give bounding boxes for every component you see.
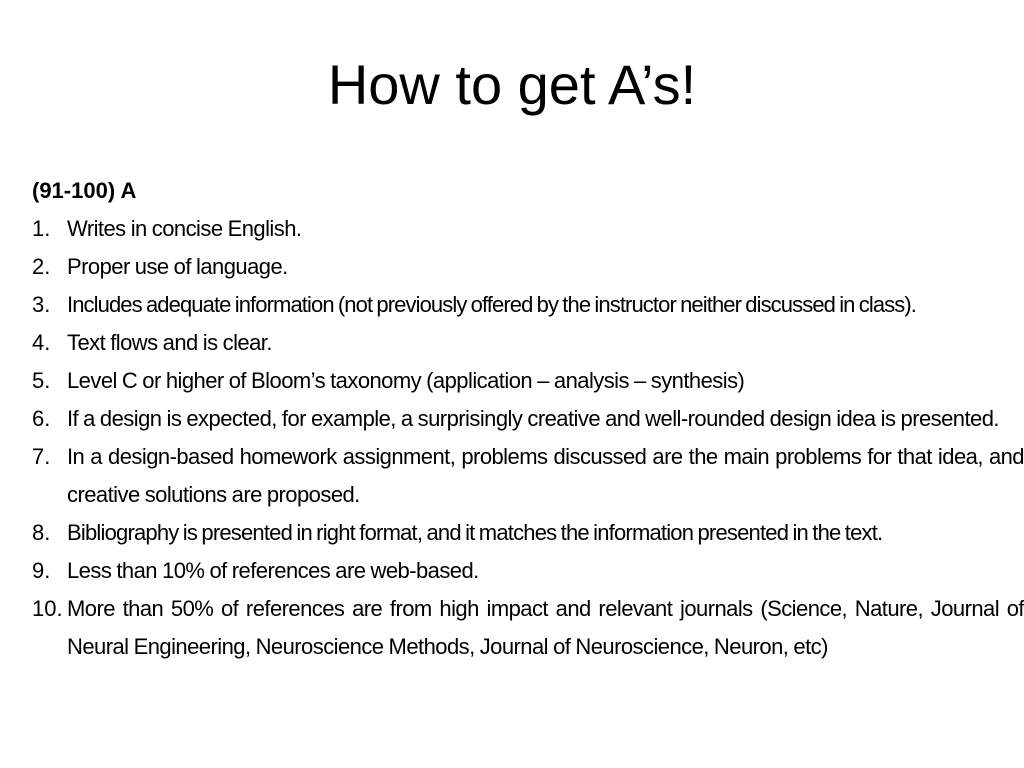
item-number: 5. — [32, 368, 51, 393]
list-item — [32, 248, 1024, 286]
item-number: 6. — [32, 406, 51, 431]
grade-heading: (91-100) A — [32, 178, 137, 203]
list-item — [32, 362, 1024, 400]
item-text: Level C or higher of Bloom’s taxonomy (application – analysis – synthesis) — [67, 368, 745, 393]
item-number: 8. — [32, 520, 51, 545]
list-item — [32, 286, 1024, 324]
item-text: Bibliography is presented in right format, and it matches the information presented in the text. — [67, 520, 883, 545]
item-number: 2. — [32, 254, 51, 279]
list-item — [32, 590, 1024, 666]
slide-content — [32, 172, 1024, 666]
list-item — [32, 552, 1024, 590]
item-text: In a design-based homework assignment, problems discussed are the main problems for that idea, and creative solutions are proposed. — [67, 444, 1024, 507]
item-number: 10. — [32, 596, 63, 621]
item-text: Includes adequate information (not previously offered by the instructor neither discussed in class). — [67, 292, 916, 317]
list-item — [32, 400, 1024, 438]
list-item — [32, 438, 1024, 514]
item-text: If a design is expected, for example, a surprisingly creative and well-rounded design idea is presented. — [67, 406, 999, 431]
item-text: More than 50% of references are from high impact and relevant journals (Science, Nature, Journal of Neural Engineering, Neuroscience Methods, Journal of Neuroscience, Neuron, etc) — [67, 596, 1024, 659]
list-item — [32, 514, 1024, 552]
list-item — [32, 324, 1024, 362]
item-number: 4. — [32, 330, 51, 355]
criteria-list — [32, 210, 1024, 666]
item-text: Writes in concise English. — [67, 216, 302, 241]
item-number: 7. — [32, 444, 51, 469]
item-text: Proper use of language. — [67, 254, 288, 279]
item-number: 1. — [32, 216, 51, 241]
item-text: Text flows and is clear. — [67, 330, 272, 355]
item-number: 3. — [32, 292, 51, 317]
item-text: Less than 10% of references are web-based. — [67, 558, 479, 583]
item-number: 9. — [32, 558, 51, 583]
slide-title: How to get A’s! — [327, 53, 697, 116]
list-item — [32, 210, 1024, 248]
